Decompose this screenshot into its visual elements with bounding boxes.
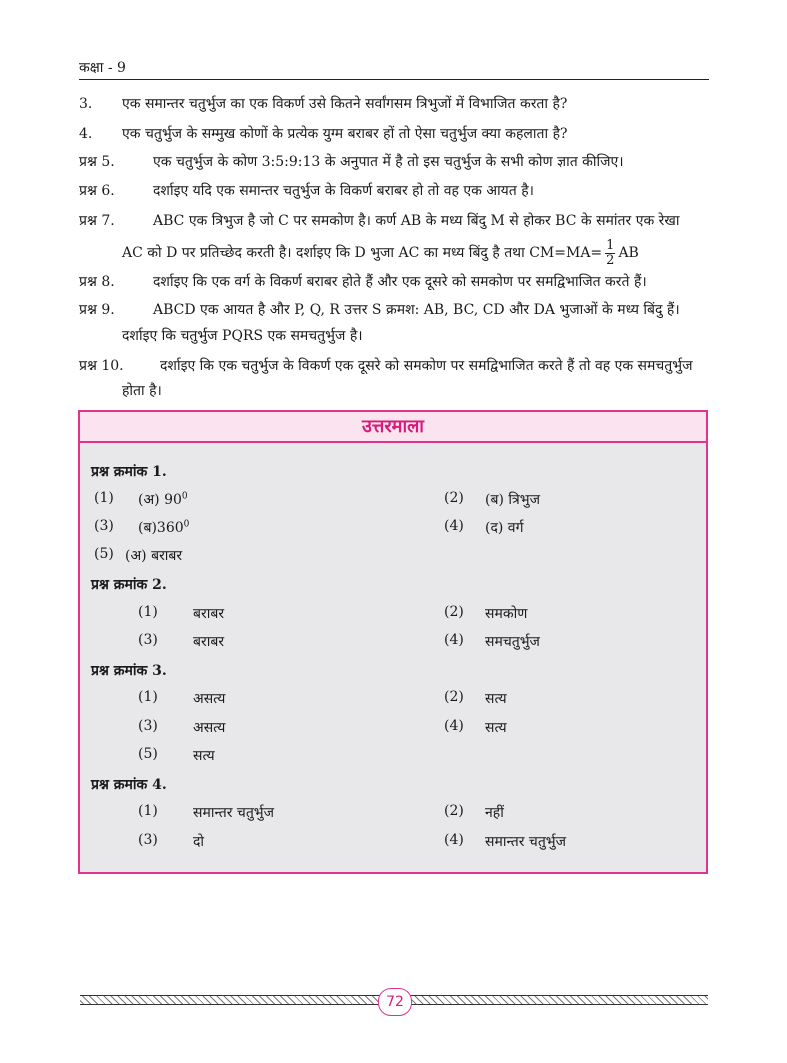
answer-item: (2) xyxy=(444,689,464,705)
question-number: प्रश्न 10. xyxy=(79,358,124,374)
answer-item-value: बराबर xyxy=(193,606,225,622)
question-text: दर्शाइए यदि एक समान्तर चतुर्भुज के विकर्ण बराबर हो तो वह एक आयत है। xyxy=(153,183,534,199)
question-text-line2: दर्शाइए कि चतुर्भुज PQRS एक समचतुर्भुज है। xyxy=(122,328,363,344)
question-7-continuation xyxy=(122,238,639,268)
answer-item: (1) xyxy=(138,604,158,620)
answer-item: (2) xyxy=(444,604,464,620)
question-text: एक चतुर्भुज के कोण 3:5:9:13 के अनुपात में है तो इस चतुर्भुज के सभी कोण ज्ञात कीजिए। xyxy=(153,154,624,170)
fraction-denominator: 2 xyxy=(606,252,615,268)
answer-item: (4) xyxy=(444,632,464,648)
question-text-line2: AC को D पर प्रतिच्छेद करती है। दर्शाइए कि D भुजा AC का मध्य बिंदु है तथा CM=MA= xyxy=(122,245,603,261)
answer-item-value: समकोण xyxy=(485,606,528,622)
question-text: एक समान्तर चतुर्भुज का एक विकर्ण उसे कितने सर्वांगसम त्रिभुजों में विभाजित करता है? xyxy=(122,96,568,112)
fraction-numerator: 1 xyxy=(606,237,615,253)
answer-item: (2) xyxy=(444,490,464,506)
answer-item: (4) xyxy=(444,718,464,734)
answer-item-value: असत्य xyxy=(193,720,226,736)
answer-section-title: प्रश्न क्रमांक 4. xyxy=(91,777,167,793)
answer-item-value: दो xyxy=(193,834,205,850)
question-text-line2: होता है। xyxy=(122,383,162,399)
answer-item-value: सत्य xyxy=(485,691,507,707)
answer-item-value: समचतुर्भुज xyxy=(485,634,540,650)
question-number: 3. xyxy=(79,96,93,112)
answer-item: (5) xyxy=(138,746,158,762)
answer-item: (5) xyxy=(94,546,114,562)
question-number: 4. xyxy=(79,126,93,142)
answer-item: (3) xyxy=(138,632,158,648)
answer-item: (1) xyxy=(138,803,158,819)
question-text: दर्शाइए कि एक चतुर्भुज के विकर्ण एक दूसरे को समकोण पर समद्विभाजित करते हैं तो वह एक समचतुर्भुज xyxy=(160,358,693,374)
answer-item: (3) xyxy=(138,718,158,734)
question-number: प्रश्न 5. xyxy=(79,154,115,170)
answer-section-title: प्रश्न क्रमांक 3. xyxy=(91,663,167,679)
question-text-line2-end: AB xyxy=(618,245,639,261)
answer-item: (1) xyxy=(138,689,158,705)
question-number: प्रश्न 6. xyxy=(79,183,115,199)
question-text: ABC एक त्रिभुज है जो C पर समकोण है। कर्ण AB के मध्य बिंदु M से होकर BC के समांतर एक रेखा xyxy=(153,213,680,229)
answer-key-title: उत्तरमाला xyxy=(80,412,706,443)
answer-item: (2) xyxy=(444,803,464,819)
answer-item-value: (अ) $90^0$ xyxy=(138,491,188,508)
page-header-label: कक्षा - 9 xyxy=(79,60,126,76)
answer-item: (3) xyxy=(94,518,114,534)
question-10-continuation xyxy=(122,381,162,401)
question-number: प्रश्न 7. xyxy=(79,213,115,229)
answer-section-title: प्रश्न क्रमांक 1. xyxy=(91,464,167,480)
answer-item: (1) xyxy=(94,490,114,506)
answer-item: (4) xyxy=(444,832,464,848)
answer-item-value: (अ) बराबर xyxy=(125,548,183,564)
question-text: दर्शाइए कि एक वर्ग के विकर्ण बराबर होते हैं और एक दूसरे को समकोण पर समद्विभाजित करते हैं। xyxy=(153,274,647,290)
answer-item-value: समान्तर चतुर्भुज xyxy=(485,834,567,850)
answer-item-value: सत्य xyxy=(485,720,507,736)
fraction-one-half xyxy=(605,239,615,268)
question-text: ABCD एक आयत है और P, Q, R उत्तर S क्रमश: AB, BC, CD और DA भुजाओं के मध्य बिंदु हैं। xyxy=(153,302,680,318)
answer-item-value: $(ब)360^0$ xyxy=(138,519,190,536)
answer-item: (3) xyxy=(138,832,158,848)
answer-section-title: प्रश्न क्रमांक 2. xyxy=(91,577,167,593)
answer-item-value: बराबर xyxy=(193,634,225,650)
answer-item-value: नहीं xyxy=(485,805,504,821)
page-number: 72 xyxy=(378,988,412,1016)
answer-key-box xyxy=(78,410,708,874)
answer-item-value: असत्य xyxy=(193,691,226,707)
question-number: प्रश्न 9. xyxy=(79,302,115,318)
answer-item-value: सत्य xyxy=(193,748,215,764)
answer-item-value: (ब) त्रिभुज xyxy=(485,492,540,508)
question-text: एक चतुर्भुज के सम्मुख कोणों के प्रत्येक युग्म बराबर हों तो ऐसा चतुर्भुज क्या कहलाता है? xyxy=(122,126,568,142)
answer-item-value: (द) वर्ग xyxy=(485,520,524,536)
question-number: प्रश्न 8. xyxy=(79,274,115,290)
question-9-continuation xyxy=(122,326,363,346)
answer-item: (4) xyxy=(444,518,464,534)
header-divider xyxy=(79,79,709,80)
answer-item-value: समान्तर चतुर्भुज xyxy=(193,805,275,821)
